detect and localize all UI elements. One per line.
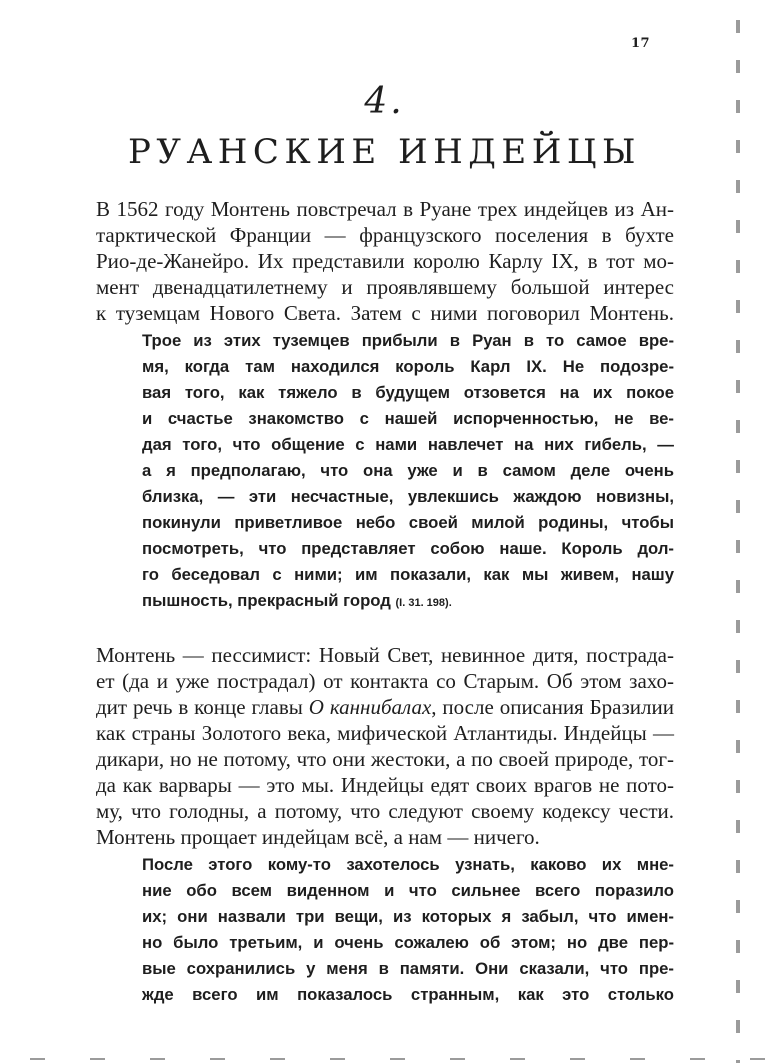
paragraph-2-text: дит речь в конце главы bbox=[96, 695, 309, 719]
paragraph-2-line: да как варвары — это мы. Индейцы едят своих врагов не пото- bbox=[96, 773, 674, 797]
quote-1-line: го беседовал с ними; им показали, как мы живем, нашу bbox=[142, 565, 674, 584]
quote-1-text: пышность, прекрасный город bbox=[142, 591, 391, 610]
book-chapter-title: О каннибалах bbox=[308, 695, 432, 719]
quote-2-line: вые сохранились у меня в памяти. Они сказали, что пре- bbox=[142, 959, 674, 978]
paragraph-2-line: му, что голодны, а потому, что следуют своему кодексу чести. bbox=[96, 799, 674, 823]
quote-2-line: После этого кому-то захотелось узнать, каково их мне- bbox=[142, 855, 674, 874]
page-number: 17 bbox=[631, 36, 651, 51]
quote-1-line: мя, когда там находился король Карл IX. Не подозре- bbox=[142, 357, 674, 376]
quote-1-line: а я предполагаю, что она уже и в самом деле очень bbox=[142, 461, 674, 480]
quote-2-line: но было третьим, и очень сожалею об этом; но две пер- bbox=[142, 933, 674, 952]
chapter-number: 4. bbox=[364, 81, 405, 122]
quote-1-line: дая того, что общение с нами навлечет на них гибель, — bbox=[142, 435, 674, 454]
quote-1-reference: (I. 31. 198). bbox=[395, 597, 452, 609]
quote-2-line: жде всего им показалось странным, как это столько bbox=[142, 985, 674, 1004]
quote-2-line: ние обо всем виденном и что сильнее всего поразило bbox=[142, 881, 674, 900]
paragraph-2-line bbox=[96, 694, 674, 720]
paragraph-2-line: дикари, но не потому, что они жестоки, а по своей природе, тог- bbox=[96, 747, 674, 771]
quote-1-line: Трое из этих туземцев прибыли в Руан в то самое вре- bbox=[142, 331, 674, 350]
quote-1-line: и счастье знакомство с нашей испорченностью, не ве- bbox=[142, 409, 674, 428]
paragraph-1-line: мент двенадцатилетнему и проявлявшему большой интерес bbox=[96, 275, 674, 299]
paragraph-1-line: Рио-де-Жанейро. Их представили королю Карлу IX, в тот мо- bbox=[96, 249, 674, 273]
quote-1-line: покинули приветливое небо своей милой родины, чтобы bbox=[142, 513, 674, 532]
quote-1-line: посмотреть, что представляет собою наше. Король дол- bbox=[142, 539, 674, 558]
paragraph-1-line: к туземцам Нового Света. Затем с ними поговорил Монтень. bbox=[96, 301, 674, 325]
quote-1-last-line bbox=[142, 588, 674, 614]
quote-1-line: близка, — эти несчастные, увлекшись жаждою новизны, bbox=[142, 487, 674, 506]
quote-1-line: вая того, как тяжело в будущем отзовется на их покое bbox=[142, 383, 674, 402]
paragraph-1-line: В 1562 году Монтень повстречал в Руане трех индейцев из Ан- bbox=[96, 197, 674, 221]
paragraph-2-line: ет (да и уже пострадал) от контакта со Старым. Об этом захо- bbox=[96, 669, 674, 693]
paragraph-1-line: тарктической Франции — французского поселения в бухте bbox=[96, 223, 674, 247]
chapter-title: РУАНСКИЕ ИНДЕЙЦЫ bbox=[128, 132, 641, 172]
quote-2-line: их; они назвали три вещи, из которых я забыл, что имен- bbox=[142, 907, 674, 926]
paragraph-2-line: Монтень — пессимист: Новый Свет, невинное дитя, пострада- bbox=[96, 643, 674, 667]
paragraph-2-line: Монтень прощает индейцам всё, а нам — ничего. bbox=[96, 825, 540, 849]
paragraph-2-line: как страны Золотого века, мифической Атлантиды. Индейцы — bbox=[96, 721, 674, 745]
bottom-crop-marks bbox=[0, 1058, 769, 1060]
paragraph-2-text: , после описания Бразилии bbox=[431, 695, 674, 719]
